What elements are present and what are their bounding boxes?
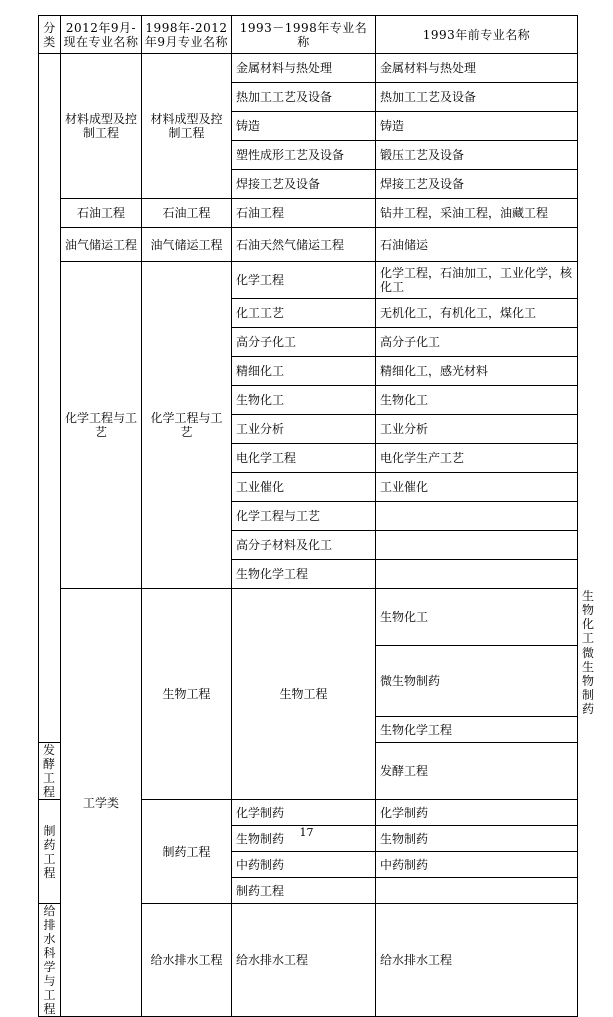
major-2012-cell: 生物工程 [142, 589, 232, 800]
major-1998-cell: 材料成型及控制工程 [142, 54, 232, 199]
major-1993-cell: 高分子材料及化工 [232, 531, 376, 560]
major-1993-cell: 热加工工艺及设备 [232, 83, 376, 112]
major-1993-cell: 工业催化 [232, 473, 376, 502]
major-1993-cell: 精细化工 [232, 357, 376, 386]
major-2012-cell: 石油工程 [61, 199, 142, 228]
major-1993-cell: 中药制药 [232, 852, 376, 878]
major-pre1993-cell: 焊接工艺及设备 [376, 170, 578, 199]
major-1998-cell: 生物工程 [232, 589, 376, 800]
major-pre1993-cell: 无机化工，有机化工，煤化工 [376, 299, 578, 328]
major-1993-cell: 塑性成形工艺及设备 [232, 141, 376, 170]
major-1993-cell: 制药工程 [232, 878, 376, 904]
major-pre1993-cell: 热加工工艺及设备 [376, 83, 578, 112]
table-row [39, 262, 578, 299]
major-2012-cell: 制药工程 [39, 800, 61, 904]
major-pre1993-cell: 高分子化工 [376, 328, 578, 357]
table-row: 微生物制药 微生物制药 [39, 646, 578, 717]
major-1998-cell: 油气储运工程 [142, 228, 232, 262]
major-1993-cell: 化学工程 [232, 262, 376, 299]
major-1993-cell: 微生物制药 [376, 646, 578, 717]
major-pre1993-cell: 锻压工艺及设备 [376, 141, 578, 170]
header-from-1993: 1993－1998年专业名称 [232, 16, 376, 54]
major-1993-cell: 生物化工 [232, 386, 376, 415]
major-pre1993-cell: 生物化工 [376, 386, 578, 415]
major-1998-cell: 石油工程 [142, 199, 232, 228]
major-pre1993-cell [376, 502, 578, 531]
major-pre1993-cell: 钻井工程，采油工程，油藏工程 [376, 199, 578, 228]
major-pre1993-cell [376, 878, 578, 904]
header-before-1993: 1993年前专业名称 [376, 16, 578, 54]
major-1993-cell: 化学制药 [232, 800, 376, 826]
major-1993-cell: 焊接工艺及设备 [232, 170, 376, 199]
major-1998-cell: 化学工程与工艺 [142, 262, 232, 589]
table-row [39, 199, 578, 228]
major-1998-cell: 给水排水工程 [142, 904, 232, 1017]
major-1998-cell: 制药工程 [142, 800, 232, 904]
major-1993-cell: 铸造 [232, 112, 376, 141]
major-pre1993-cell: 铸造 [376, 112, 578, 141]
major-pre1993-cell [376, 531, 578, 560]
major-1993-cell: 高分子化工 [232, 328, 376, 357]
major-1993-cell: 生物制药 [232, 826, 376, 852]
table-row [39, 228, 578, 262]
category-cell-blank [39, 54, 61, 743]
major-pre1993-cell: 生物制药 [376, 826, 578, 852]
major-2012-cell: 油气储运工程 [61, 228, 142, 262]
header-row [39, 16, 578, 54]
table-row: 工学类 生物工程 生物工程 生物化工 生物化工 [39, 589, 578, 646]
major-1993-cell: 石油天然气储运工程 [232, 228, 376, 262]
major-pre1993-cell: 电化学生产工艺 [376, 444, 578, 473]
major-1993-cell: 工业分析 [232, 415, 376, 444]
major-pre1993-cell: 石油储运 [376, 228, 578, 262]
page-number: 17 [299, 826, 314, 839]
major-1993-cell: 化工工艺 [232, 299, 376, 328]
header-since-2012: 2012年9月-现在专业名称 [61, 16, 142, 54]
header-category: 分类 [39, 16, 61, 54]
major-2012-cell: 给排水科学与工程 [39, 904, 61, 1017]
majors-table [38, 15, 595, 1017]
major-1993-cell: 石油工程 [232, 199, 376, 228]
header-from-1998: 1998年-2012年9月专业名称 [142, 16, 232, 54]
major-pre1993-cell [376, 560, 578, 589]
major-2012-cell: 材料成型及控制工程 [61, 54, 142, 199]
table-row [39, 54, 578, 83]
major-pre1993-cell: 工业催化 [376, 473, 578, 502]
major-1993-cell: 化学工程与工艺 [232, 502, 376, 531]
major-pre1993-cell: 金属材料与热处理 [376, 54, 578, 83]
major-2012-cell: 化学工程与工艺 [61, 262, 142, 589]
major-1993-cell: 电化学工程 [232, 444, 376, 473]
major-pre1993-cell: 中药制药 [376, 852, 578, 878]
category-cell: 工学类 [61, 589, 142, 1017]
major-pre1993-cell: 发酵工程 [376, 743, 578, 800]
major-1993-cell: 金属材料与热处理 [232, 54, 376, 83]
major-pre1993-cell: 化学工程，石油加工，工业化学，核化工 [376, 262, 578, 299]
major-1993-cell: 给水排水工程 [232, 904, 376, 1017]
major-1993-cell: 生物化工 [376, 589, 578, 646]
major-pre1993-cell: 工业分析 [376, 415, 578, 444]
major-pre1993-cell: 给水排水工程 [376, 904, 578, 1017]
major-1993-cell: 生物化学工程 [376, 717, 578, 743]
major-pre1993-cell: 精细化工，感光材料 [376, 357, 578, 386]
major-1993-cell: 生物化学工程 [232, 560, 376, 589]
major-1993-cell: 发酵工程 [39, 743, 61, 800]
major-pre1993-cell: 化学制药 [376, 800, 578, 826]
